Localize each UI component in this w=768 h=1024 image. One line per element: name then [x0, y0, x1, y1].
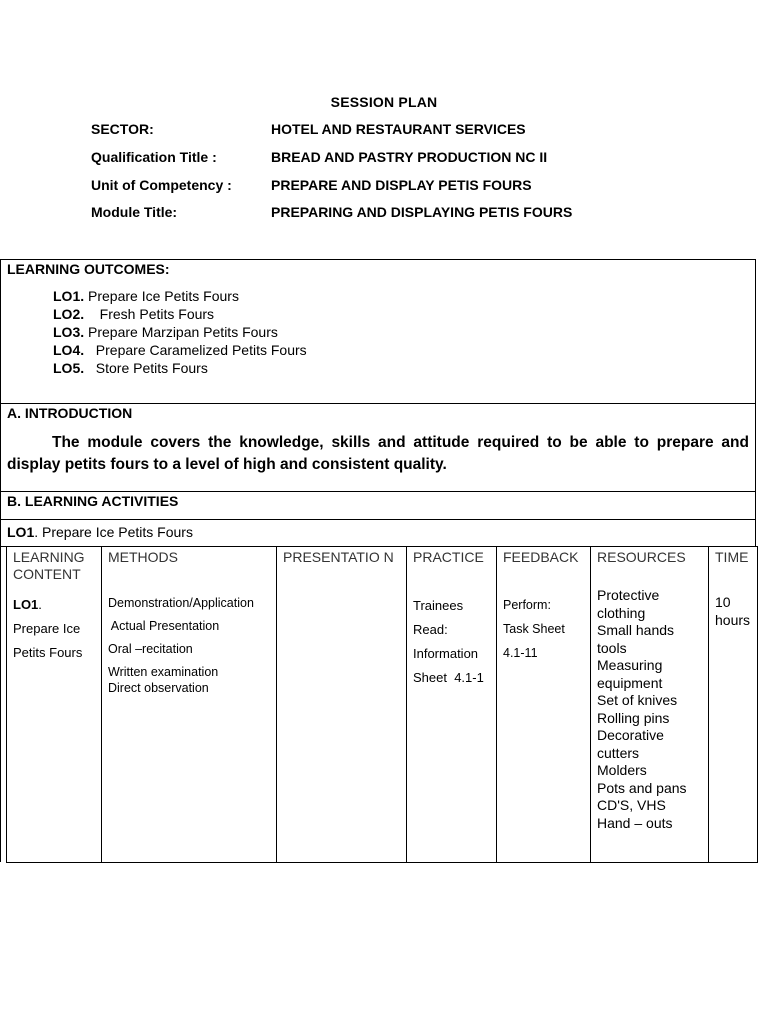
feedback-line: Task Sheet: [503, 622, 565, 636]
method-item: Direct observation: [108, 681, 209, 695]
lo-text: Prepare Marzipan Petits Fours: [84, 324, 278, 340]
lo-code: LO1.: [53, 288, 85, 304]
list-item: Protective clothing: [597, 587, 660, 621]
list-item: Rolling pins: [597, 709, 670, 726]
lo1-row: [0, 519, 756, 547]
content-line: Petits Fours: [13, 645, 83, 660]
lo1-text: . Prepare Ice Petits Fours: [34, 524, 193, 540]
list-item: Hand – outs: [597, 814, 673, 831]
method-item: Written examination: [108, 665, 219, 679]
column-header: TIME: [715, 549, 749, 565]
feedback-body: [497, 566, 590, 665]
learning-activities-table: [6, 546, 758, 863]
learning-activities-title: B. LEARNING ACTIVITIES: [7, 493, 179, 509]
lo-code: LO3.: [53, 324, 85, 340]
list-item: [53, 287, 307, 305]
learning-activities-section: [0, 491, 756, 520]
time-value: 10 hours: [715, 594, 751, 628]
resources-cell: [591, 547, 709, 863]
method-item: Demonstration/Application: [108, 596, 254, 610]
practice-line: Read:: [413, 622, 448, 637]
introduction-section: [0, 403, 756, 492]
list-item: Measuring equipment: [597, 657, 663, 691]
introduction-title: A. INTRODUCTION: [7, 405, 133, 421]
presentation-body: [277, 566, 406, 572]
methods-cell: [102, 547, 277, 863]
feedback-cell: [497, 547, 591, 863]
sector-value: HOTEL AND RESTAURANT SERVICES: [271, 121, 526, 137]
content-dot: .: [38, 597, 42, 612]
feedback-line: Perform:: [503, 598, 551, 612]
practice-cell: [407, 547, 497, 863]
list-item: Molders: [597, 762, 647, 778]
lo-code: LO5.: [53, 360, 85, 376]
lo-code: LO2.: [53, 306, 85, 322]
practice-body: [407, 566, 496, 690]
competency-value: PREPARE AND DISPLAY PETIS FOURS: [271, 177, 532, 193]
list-item: [53, 323, 307, 341]
list-item: Pots and pans: [597, 779, 687, 796]
methods-body: [102, 566, 276, 696]
column-header: PRESENTATIO N: [283, 549, 394, 565]
list-item: Small hands tools: [597, 622, 675, 656]
outer-left-border: [0, 546, 1, 862]
lo-text: Store Petits Fours: [84, 360, 208, 376]
table-row: [7, 547, 758, 863]
list-item: [53, 359, 307, 377]
lo-text: Prepare Ice Petits Fours: [84, 288, 239, 304]
learning-outcomes-title: LEARNING OUTCOMES:: [7, 261, 170, 277]
competency-label: Unit of Competency :: [91, 177, 232, 193]
introduction-body: The module covers the knowledge, skills and attitude required to be able to prepare and display petits fours to a level of high and consistent quality.: [7, 434, 749, 473]
list-item: [53, 305, 307, 323]
content-line: Prepare Ice: [13, 621, 81, 636]
column-header: LEARNING CONTENT: [13, 549, 85, 582]
practice-line: Sheet 4.1-1: [413, 670, 484, 685]
page-title: SESSION PLAN: [330, 94, 438, 110]
list-item: [53, 341, 307, 359]
lo1-heading: [7, 524, 193, 540]
content-cell: [7, 547, 102, 863]
learning-outcomes-section: [0, 259, 756, 404]
content-body: [7, 583, 101, 665]
introduction-text: [7, 432, 749, 476]
presentation-cell: [277, 547, 407, 863]
module-value: PREPARING AND DISPLAYING PETIS FOURS: [271, 204, 573, 220]
practice-line: Information: [413, 646, 479, 661]
feedback-line: 4.1-11: [503, 646, 538, 660]
lo-code: LO4.: [53, 342, 85, 358]
column-header: RESOURCES: [597, 549, 686, 565]
lo-text: Fresh Petits Fours: [84, 306, 215, 322]
method-item: Actual Presentation: [108, 619, 220, 633]
module-label: Module Title:: [91, 204, 178, 220]
learning-outcomes-list: [53, 287, 307, 377]
column-header: PRACTICE: [413, 549, 484, 565]
qualification-value: BREAD AND PASTRY PRODUCTION NC II: [271, 149, 548, 165]
content-code: LO1: [13, 597, 39, 612]
column-header: FEEDBACK: [503, 549, 579, 565]
time-cell: [709, 547, 758, 863]
method-item: Oral –recitation: [108, 642, 193, 656]
sector-label: SECTOR:: [91, 121, 154, 137]
list-item: Set of knives: [597, 692, 678, 708]
qualification-label: Qualification Title :: [91, 149, 217, 165]
list-item: Decorative cutters: [597, 727, 664, 761]
list-item: CD'S, VHS: [597, 797, 666, 813]
practice-line: Trainees: [413, 598, 464, 613]
lo-text: Prepare Caramelized Petits Fours: [84, 342, 307, 358]
column-header: METHODS: [108, 549, 178, 565]
resources-body: [591, 566, 708, 832]
lo1-code: LO1: [7, 524, 35, 540]
